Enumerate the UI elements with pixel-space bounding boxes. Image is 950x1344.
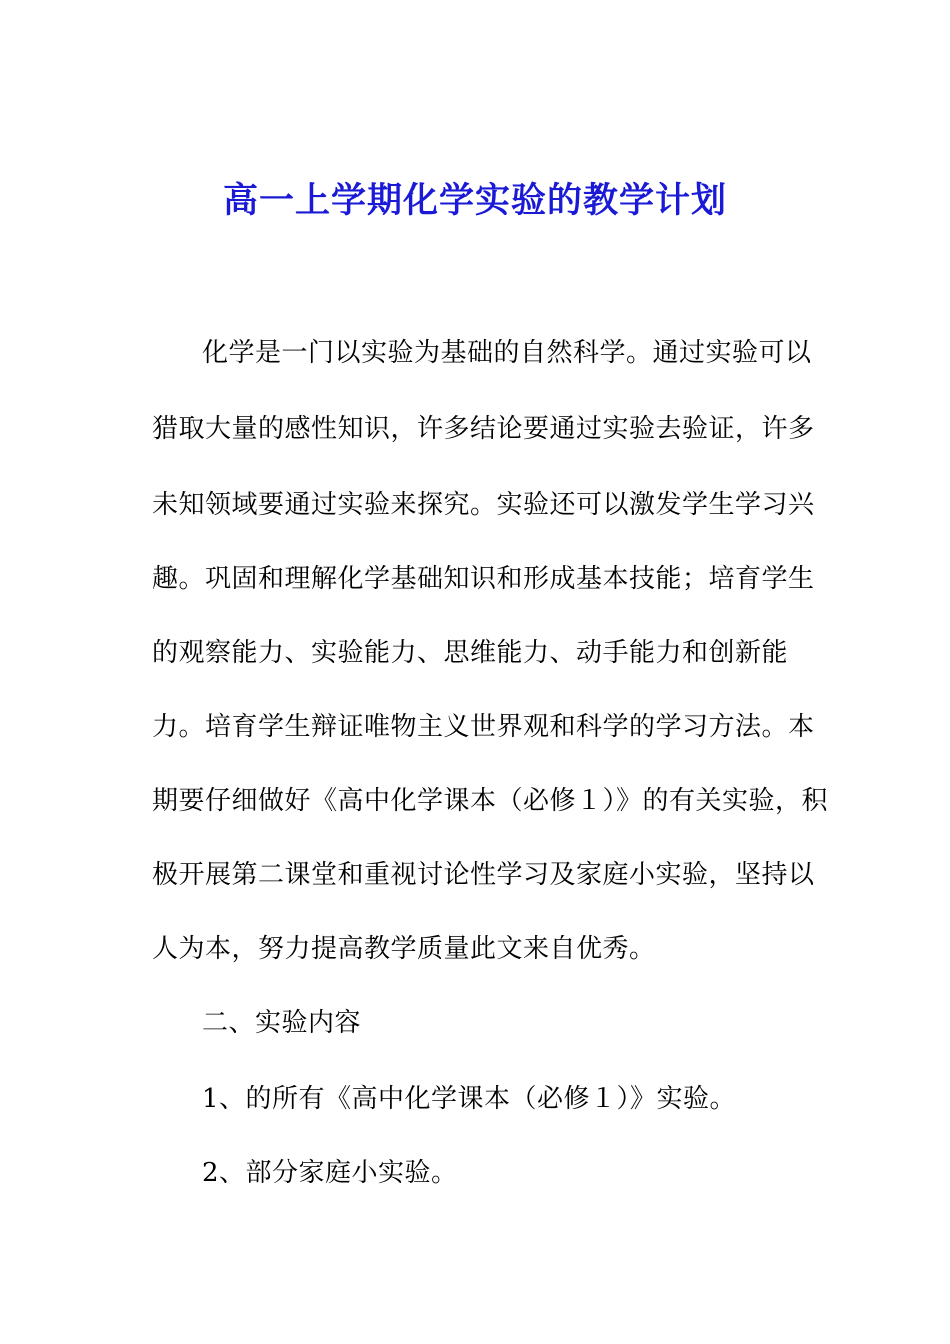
paragraph-line: 力。培育学生辩证唯物主义世界观和科学的学习方法。本 xyxy=(152,712,815,742)
paragraph-line: 未知领域要通过实验来探究。实验还可以激发学生学习兴 xyxy=(152,490,815,520)
paragraph-line: 人为本，努力提高教学质量此文来自优秀。 xyxy=(152,934,656,964)
list-item: 2、部分家庭小实验。 xyxy=(202,1158,458,1188)
paragraph-line: 期要仔细做好《高中化学课本（必修１）》的有关实验，积 xyxy=(152,786,829,816)
paragraph-line: 猎取大量的感性知识，许多结论要通过实验去验证，许多 xyxy=(152,414,815,444)
section-heading: 二、实验内容 xyxy=(202,1008,362,1038)
paragraph-line: 极开展第二课堂和重视讨论性学习及家庭小实验，坚持以 xyxy=(152,860,815,890)
document-title: 高一上学期化学实验的教学计划 xyxy=(222,180,727,221)
paragraph-line: 的观察能力、实验能力、思维能力、动手能力和创新能 xyxy=(152,638,789,668)
paragraph-line: 趣。巩固和理解化学基础知识和形成基本技能；培育学生 xyxy=(152,564,815,594)
paragraph-line: 化学是一门以实验为基础的自然科学。通过实验可以 xyxy=(202,338,812,368)
list-item: 1、的所有《高中化学课本（必修１）》实验。 xyxy=(202,1084,737,1114)
